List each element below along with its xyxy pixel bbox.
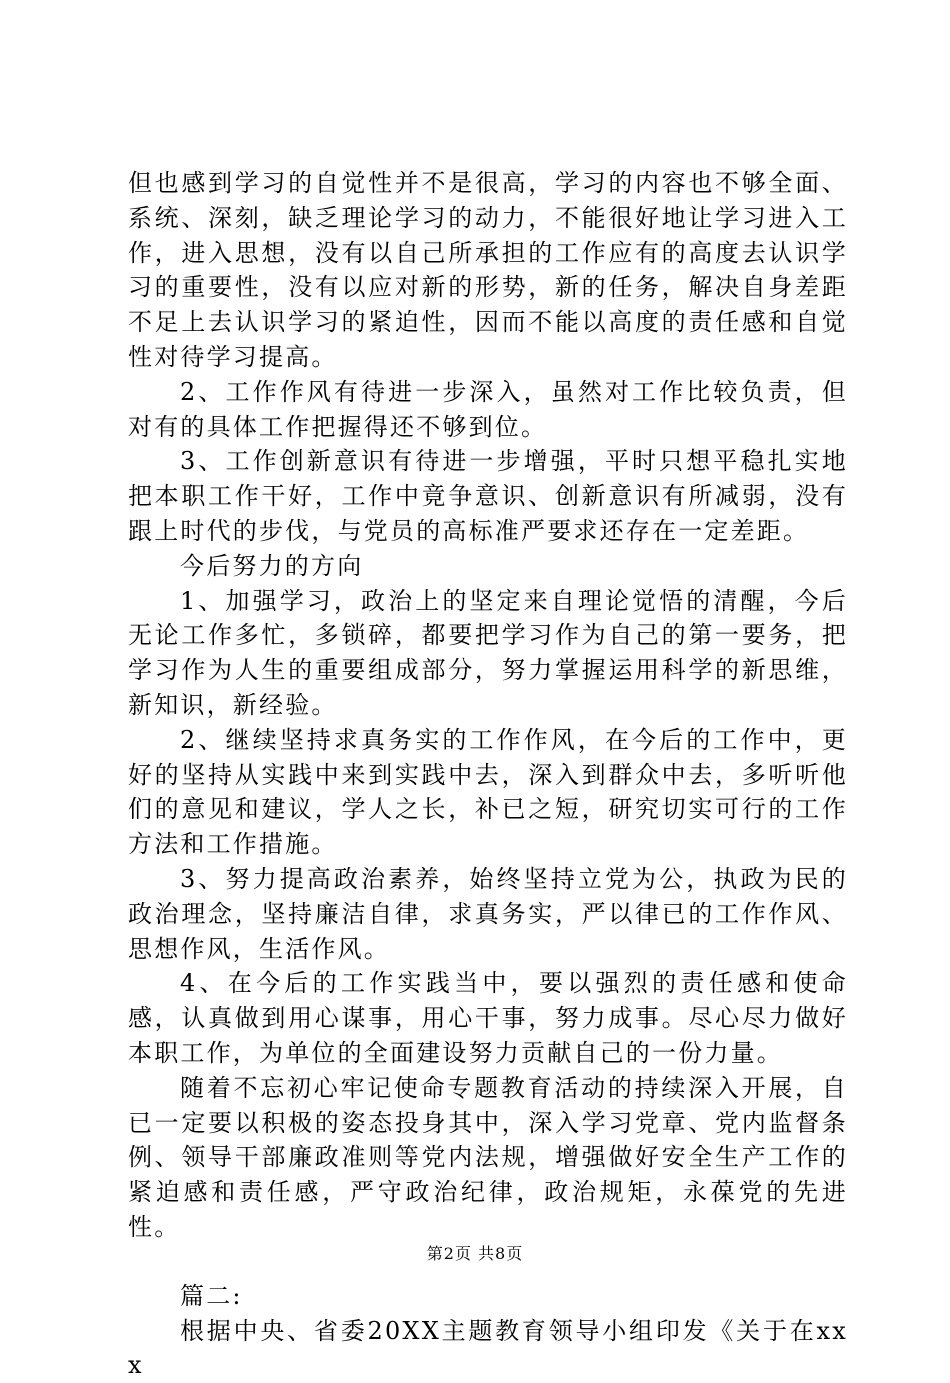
paragraph-political-quality: 3、努力提高政治素养，始终坚持立党为公，执政为民的政治理念，坚持廉洁自律，求真务实，严以律已的工作作风、思想作风，生活作风。 [128,862,848,966]
document-body [128,166,848,1383]
section-heading-part-two: 篇二: [128,1279,848,1314]
section-heading-future-direction: 今后努力的方向 [128,549,848,584]
paragraph-innovation: 3、工作创新意识有待进一步增强，平时只想平稳扎实地把本职工作干好，工作中竟争意识、创新意识有所减弱，没有跟上时代的步伐，与党员的高标准严要求还存在一定差距。 [128,444,848,548]
paragraph-part-two-intro: 根据中央、省委20XX主题教育领导小组印发《关于在xxx [128,1314,848,1383]
paragraph-work-practice: 4、在今后的工作实践当中，要以强烈的责任感和使命感，认真做到用心谋事，用心干事，努力成事。尽心尽力做好本职工作，为单位的全面建设努力贡献自己的一份力量。 [128,966,848,1070]
paragraph-education-campaign: 随着不忘初心牢记使命专题教育活动的持续深入开展，自已一定要以积极的姿态投身其中，深入学习党章、党内监督条例、领导干部廉政准则等党内法规，增强做好安全生产工作的紧迫感和责任感，严守政治纪律，政治规矩，永葆党的先进性。 [128,1071,848,1245]
page-footer: 第2页 共8页 [0,1241,950,1264]
paragraph-pragmatic-style: 2、继续坚持求真务实的工作作风，在今后的工作中，更好的坚持从实践中来到实践中去，深入到群众中去，多听听他们的意见和建议，学人之长，补已之短，研究切实可行的工作方法和工作措施。 [128,723,848,862]
paragraph-strengthen-study: 1、加强学习，政治上的坚定来自理论觉悟的清醒，今后无论工作多忙，多锁碎，都要把学习作为自己的第一要务，把学习作为人生的重要组成部分，努力掌握运用科学的新思维，新知识，新经验。 [128,584,848,723]
paragraph-study-shortcomings: 但也感到学习的自觉性并不是很高，学习的内容也不够全面、系统、深刻，缺乏理论学习的动力，不能很好地让学习进入工作，进入思想，没有以自己所承担的工作应有的高度去认识学习的重要性，没有以应对新的形势，新的任务，解决自身差距不足上去认识学习的紧迫性，因而不能以高度的责任感和自觉性对待学习提高。 [128,166,848,375]
paragraph-work-style: 2、工作作风有待进一步深入，虽然对工作比较负责，但对有的具体工作把握得还不够到位。 [128,375,848,445]
